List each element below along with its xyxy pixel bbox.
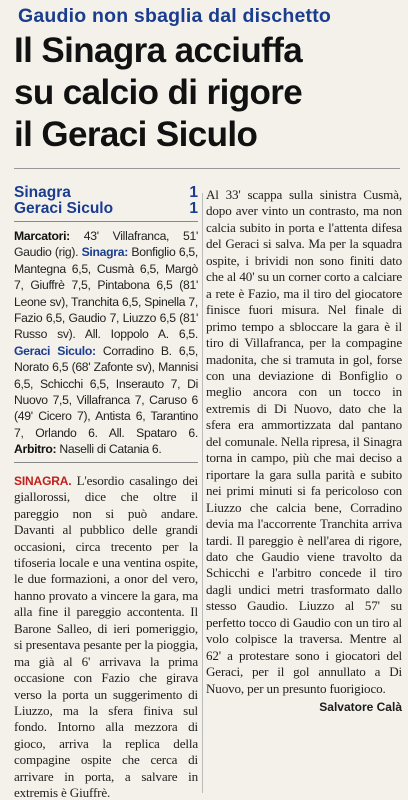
article-body-right: Al 33' scappa sulla sinistra Cusmà, dopo aver vinto un contrasto, ma non calcia subito in porta e l'attenta difesa del Geraci si salva. Ma per la squadra ospite, i brividi non sono finiti dato che al 40' su un corner corto a calciare a rete è Fazio, ma il tiro del giocatore finisce fuori misura. Nel finale di primo tempo a sbloccare la gara è il tiro di Villafranca, per la compagine madonita, che si tramuta in gol, forse con una deviazione di Bonfiglio o meglio ancora con un tocco in extremis di Di Nuovo, dato che la sfera era ammortizzata dal pantano del comunale. Nella ripresa, il Sinagra torna in campo, più che mai deciso a riportare la gara sulla parità e subito nei primi minuti si fa pericoloso con Liuzzo che calcia bene, Corradino devia ma l'accorrente Tranchita arriva tardi. Il pareggio è nell'area di rigore, dato che Gaudio viene travolto da Schicchi e l'arbitro concede il tiro dagli undici metri trasformato dallo stesso Gaudio. Liuzzo al 57' su perfetto tocco di Gaudio con un tiro al volo colpisce la traversa. Mentre al 62' a protestare sono i giocatori del Geraci, per il gol annullato a Di Nuovo, per un presunto fuorigioco. <box>206 187 402 696</box>
left-column <box>14 185 198 800</box>
team-name: Sinagra <box>14 184 71 201</box>
score-row <box>14 185 198 201</box>
headline-line-1: Il Sinagra acciuffa <box>14 31 303 70</box>
left-text: L'esordio casalingo dei giallorossi, dice che oltre il pareggio non si può andare. Davanti al pubblico delle grandi occasioni, circa trecento per la tifoseria locale e una ventina ospite, le due formazioni, a onor del vero, hanno provato a vincere la gara, ma alla fine il pareggio accontenta. Il Barone Salleo, di ieri pomeriggio, si presentava pesante per la pioggia, ma già al 6' arrivava la prima occasione con Fazio che girava verso la porta un suggerimento di Liuzzo, ma la sfera finiva sul fondo. Intorno alla mezzora di gioco, arriva la replica della compagine ospite che cerca di arrivare in porta, a salvare in extremis è Giuffrè. <box>14 472 198 800</box>
article-body-left <box>14 473 198 800</box>
headline <box>14 30 400 156</box>
team2-lineup: Corradino B. 6,5, Norato 6,5 (68' Zafonte sv), Mannisi 6,5, Schicchi 6,5, Inserauto 7, Di Nuovo 7,5, Villafranca 7, Caruso 6 (49' Cicero 7), Antista 6, Tarantino 7, Orlando 6. All. Spataro 6. <box>14 343 198 440</box>
author-signature: Salvatore Calà <box>319 700 402 715</box>
arbitro: Naselli di Catania 6. <box>56 442 162 457</box>
kicker: Gaudio non sbaglia dal dischetto <box>18 5 332 27</box>
team-goals: 1 <box>189 200 198 217</box>
arbitro-label: Arbitro: <box>14 442 57 457</box>
headline-rule <box>14 168 400 169</box>
scoreline <box>14 185 198 217</box>
column-divider <box>202 193 203 793</box>
team1-lineup: Bonfiglio 6,5, Mantegna 6,5, Cusmà 6,5, Margò 7, Giuffrè 7,5, Pintabona 6,5 (81' Leone sv), Tranchita 6,5, Spinella 7, Fazio 6,5, Gaudio 7, Liuzzo 6,5 (81' Russo sv). All. Ioppolo A. 6,5. <box>14 245 198 342</box>
headline-line-3: il Geraci Siculo <box>14 115 258 154</box>
right-column <box>206 187 402 714</box>
team-goals: 1 <box>189 184 198 201</box>
score-rule <box>14 221 198 222</box>
team-name: Geraci Siculo <box>14 200 114 217</box>
team1-label: Sinagra: <box>81 245 128 260</box>
tabellino-rule <box>14 462 198 463</box>
marcatori-label: Marcatori: <box>14 229 70 243</box>
headline-line-2: su calcio di rigore <box>14 73 303 112</box>
article-columns <box>14 185 402 800</box>
marcatori: 43' Villafranca, 51' Gaudio (rig). <box>14 229 198 260</box>
score-row <box>14 201 198 217</box>
lead-word: SINAGRA. <box>14 473 72 488</box>
tabellino <box>14 228 198 458</box>
team2-label: Geraci Siculo: <box>14 343 96 358</box>
